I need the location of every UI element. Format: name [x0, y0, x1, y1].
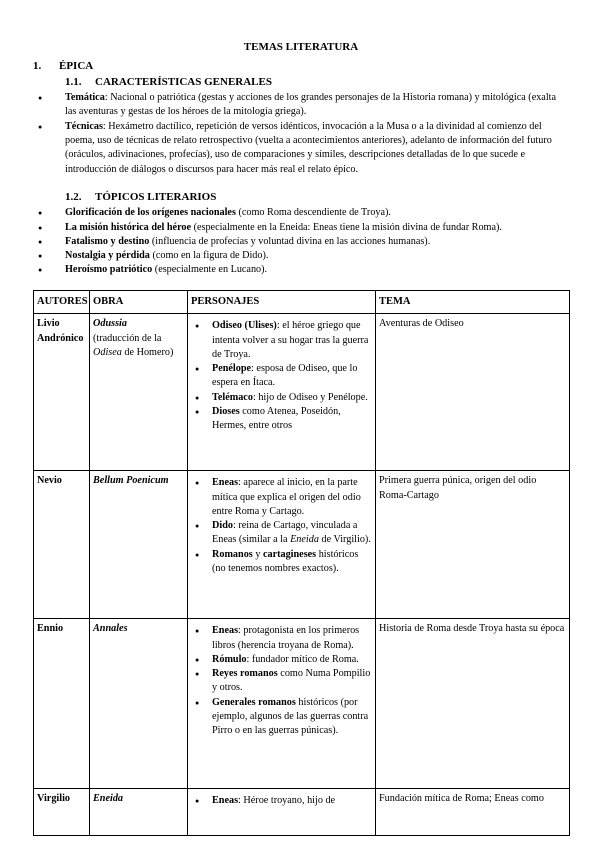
list-item	[191, 405, 372, 434]
work-cell: Eneida	[90, 789, 188, 836]
document-page	[33, 40, 569, 836]
characters-list	[191, 476, 372, 576]
list-item	[33, 91, 569, 120]
list-item-term: Glorificación de los orígenes nacionales	[65, 207, 236, 219]
header-tema: TEMA	[376, 290, 570, 314]
character-desc: : Héroe troyano, hijo de	[238, 795, 336, 807]
list-item	[191, 794, 372, 808]
tema-cell: Historia de Roma desde Troya hasta su época	[376, 619, 570, 789]
work-note	[93, 332, 184, 361]
work-cell	[90, 314, 188, 471]
tema-cell: Fundación mítica de Roma; Eneas como	[376, 789, 570, 836]
work-note-text: de Homero)	[121, 346, 174, 358]
list-item-text: (especialmente en la Eneida: Eneas tiene la misión divina de fundar Roma).	[191, 221, 502, 233]
character-desc: históricos (por ejemplo, algunos de las guerras contra Pirro o en las guerras púnicas).	[212, 696, 369, 737]
topicos-list	[33, 206, 569, 277]
list-item	[191, 624, 372, 653]
list-item	[191, 362, 372, 391]
author-cell: Virgilio	[34, 789, 90, 836]
characters-list	[191, 794, 372, 808]
header-personajes: PERSONAJES	[188, 290, 376, 314]
list-item	[191, 519, 372, 548]
list-item	[191, 391, 372, 405]
section-heading-epica	[33, 59, 569, 74]
work-cell: Bellum Poenicum	[90, 471, 188, 619]
character-desc-italic: Eneida	[290, 534, 319, 546]
characters-list	[191, 624, 372, 738]
list-item-text: : Nacional o patriótica (gestas y acciones de los grandes personajes de la Historia romana) y mitológica (exalta las aventuras y gestas de los héroes de la mitología griega).	[65, 92, 557, 118]
character-name: Telémaco	[212, 391, 253, 403]
caracteristicas-list	[33, 91, 569, 177]
subsection-label: CARACTERÍSTICAS GENERALES	[95, 75, 272, 88]
list-item	[191, 653, 372, 667]
character-name: Rómulo	[212, 653, 247, 665]
list-item	[191, 548, 372, 577]
work-note-text: (traducción de la	[93, 332, 162, 344]
character-desc: : esposa de Odiseo, que lo espera en Ítaca.	[212, 363, 358, 389]
work-note-italic: Odisea	[93, 346, 122, 358]
subsection-heading-topicos	[65, 190, 569, 205]
table-header-row	[34, 290, 570, 314]
table-row	[34, 789, 570, 836]
list-item-term: La misión histórica del héroe	[65, 221, 192, 233]
list-item	[191, 476, 372, 519]
character-desc: y	[252, 548, 263, 560]
author-cell: Livio Andrónico	[34, 314, 90, 471]
authors-table	[33, 290, 570, 837]
characters-cell	[188, 789, 376, 836]
characters-list	[191, 319, 372, 433]
character-desc: de Virgilio).	[318, 534, 371, 546]
document-title: TEMAS LITERATURA	[243, 41, 359, 53]
character-name: Reyes romanos	[212, 668, 278, 680]
character-desc: : el héroe griego que intenta volver a su hogar tras la guerra de Troya.	[212, 320, 369, 360]
section-number: 1.	[33, 60, 42, 73]
list-item	[191, 667, 372, 696]
character-name: Dioses	[212, 406, 240, 418]
list-item	[191, 696, 372, 739]
tema-cell: Aventuras de Odiseo	[376, 314, 570, 471]
characters-cell	[188, 471, 376, 619]
list-item-text: (como en la figura de Dido).	[149, 250, 269, 262]
character-name: Romanos	[212, 548, 253, 560]
list-item-term: Temática	[65, 92, 105, 104]
character-desc: : protagonista en los primeros libros (herencia troyana de Roma).	[212, 625, 360, 651]
character-desc: : aparece al inicio, en la parte mítica que explica el origen del odio entre Roma y Cartago.	[212, 477, 361, 517]
table-row	[34, 619, 570, 789]
subsection-number: 1.2.	[65, 190, 82, 203]
character-desc: históricos (no tenemos nombres exactos).	[212, 548, 359, 575]
character-name: Eneas	[212, 795, 239, 807]
author-cell: Nevio	[34, 471, 90, 619]
character-name: Dido	[212, 520, 233, 532]
work-cell: Annales	[90, 619, 188, 789]
character-name: Eneas	[212, 477, 239, 489]
list-item	[33, 206, 569, 220]
list-item	[33, 221, 569, 235]
list-item-text: : Hexámetro dactílico, repetición de versos idénticos, invocación a la Musa o a la divinidad al comienzo del poema, uso de técnicas de relato retrospectivo (vuelta a acontecimientos anteriores), adelanto de información del futuro (oráculos, adivinaciones, profecías), uso de comparaciones y símiles, descripciones detalladas de lo que sucede e introducción de diálogos o discursos para hacer más real el relato épico.	[65, 120, 552, 175]
character-desc: : fundador mítico de Roma.	[246, 653, 359, 665]
list-item-text: (como Roma descendiente de Troya).	[235, 207, 391, 219]
list-item	[33, 120, 569, 177]
character-desc: : reina de Cartago, vinculada a Eneas (similar a la	[212, 520, 358, 546]
list-item-term: Nostalgia y pérdida	[65, 250, 150, 262]
character-name: Eneas	[212, 625, 239, 637]
subsection-label: TÓPICOS LITERARIOS	[95, 190, 217, 203]
character-name: Odiseo (Ulises)	[212, 320, 277, 332]
character-desc: : hijo de Odiseo y Penélope.	[252, 391, 368, 403]
character-desc: como Numa Pompilio y otros.	[212, 668, 371, 694]
list-item-term: Heroísmo patriótico	[65, 264, 153, 276]
character-desc: como Atenea, Poseidón, Hermes, entre otros	[212, 406, 341, 432]
tema-cell: Primera guerra púnica, origen del odio Roma-Cartago	[376, 471, 570, 619]
character-name: Penélope	[212, 363, 252, 375]
list-item-text: (especialmente en Lucano).	[152, 264, 268, 276]
list-item	[33, 235, 569, 249]
list-item	[191, 319, 372, 362]
character-name: cartagineses	[262, 548, 317, 560]
work-title: Odussia	[93, 318, 127, 330]
character-name: Generales romanos	[212, 696, 296, 708]
subsection-number: 1.1.	[65, 75, 82, 88]
characters-cell	[188, 314, 376, 471]
table-row	[34, 471, 570, 619]
subsection-heading-caracteristicas	[65, 75, 569, 90]
table-row	[34, 314, 570, 471]
list-item-term: Técnicas	[65, 120, 103, 132]
list-item	[33, 263, 569, 277]
header-autores: AUTORES	[34, 290, 90, 314]
list-item-text: (influencia de profecías y voluntad divina en las acciones humanas).	[149, 235, 431, 247]
header-obra: OBRA	[90, 290, 188, 314]
characters-cell	[188, 619, 376, 789]
list-item	[33, 249, 569, 263]
list-item-term: Fatalismo y destino	[65, 235, 150, 247]
section-label: ÉPICA	[59, 60, 94, 73]
author-cell: Ennio	[34, 619, 90, 789]
